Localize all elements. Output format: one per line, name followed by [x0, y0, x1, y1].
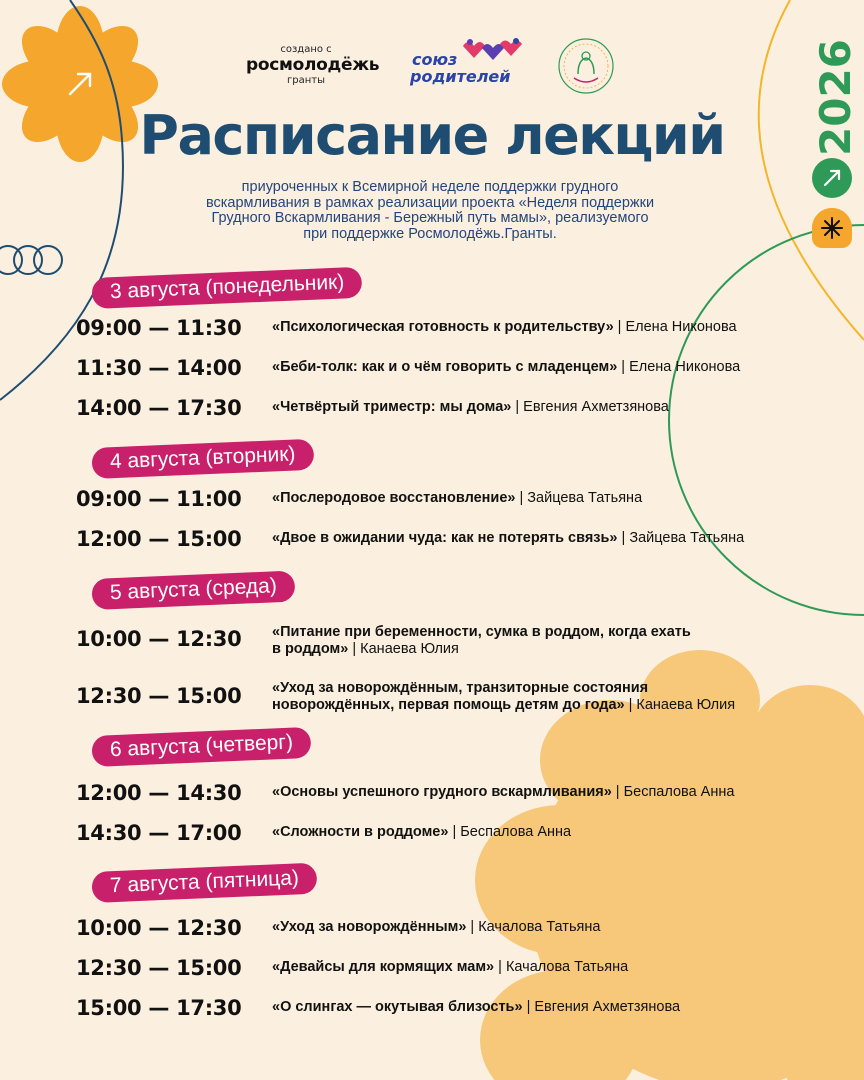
- lecture-time: 14:00 — 17:30: [76, 396, 242, 420]
- rings-icon: [0, 246, 62, 274]
- lecture-speaker: Евгения Ахметзянова: [523, 399, 669, 415]
- lecture-title: «Питание при беременности, сумка в роддом, когда ехать: [272, 624, 691, 640]
- lecture-title: «Уход за новорождённым, транзиторные состояния: [272, 680, 649, 696]
- lecture-speaker: Беспалова Анна: [623, 784, 735, 800]
- lecture-speaker: Беспалова Анна: [460, 824, 572, 840]
- lecture-title: в роддом»: [272, 641, 349, 657]
- lecture-title: «Основы успешного грудного вскармливания»: [272, 784, 612, 800]
- lecture-info: «Уход за новорождённым, транзиторные состояния новорождённых, первая помощь детям до года» | Канаева Юлия: [272, 680, 736, 713]
- lecture-time: 12:00 — 14:30: [76, 781, 242, 805]
- day-header-aug-3: 3 августа (понедельник): [91, 267, 363, 309]
- breastfeeding-week-emblem-icon: [556, 36, 616, 96]
- lecture-speaker: Качалова Татьяна: [478, 919, 601, 935]
- asterisk-badge-icon: [812, 208, 852, 248]
- souz-roditelei-logo: [410, 38, 530, 90]
- lecture-title: «Сложности в роддоме»: [272, 824, 449, 840]
- lecture-speaker: Елена Никонова: [625, 319, 737, 335]
- rosmolodezh-sub-label: гранты: [287, 75, 325, 86]
- page-title: Расписание лекций: [139, 104, 725, 167]
- lecture-info: «Четвёртый триместр: мы дома» | Евгения Ахметзянова: [272, 399, 669, 415]
- lecture-title: «Беби-толк: как и о чём говорить с младенцем»: [272, 359, 618, 375]
- lecture-time: 09:00 — 11:30: [76, 316, 242, 340]
- hearts-icon: [458, 38, 528, 62]
- lecture-title: «Девайсы для кормящих мам»: [272, 959, 495, 975]
- day-header-aug-7: 7 августа (пятница): [91, 863, 317, 903]
- lecture-info: «Девайсы для кормящих мам» | Качалова Татьяна: [272, 959, 629, 975]
- subtitle-line: при поддержке Росмолодёжь.Гранты.: [303, 225, 557, 242]
- lecture-info: «Сложности в роддоме» | Беспалова Анна: [272, 824, 572, 840]
- lecture-info: «Основы успешного грудного вскармливания» | Беспалова Анна: [272, 784, 735, 800]
- rosmolodezh-logo: [246, 44, 380, 86]
- roditelei-word: родителей: [410, 67, 511, 86]
- lecture-time: 15:00 — 17:30: [76, 996, 242, 1020]
- rosmolodezh-name: росмолодёжь: [246, 55, 380, 75]
- lecture-info: «Двое в ожидании чуда: как не потерять связь» | Зайцева Татьяна: [272, 530, 745, 546]
- lecture-time: 10:00 — 12:30: [76, 916, 242, 940]
- lecture-title: «Уход за новорождённым»: [272, 919, 467, 935]
- year-text: 2026: [811, 39, 860, 156]
- lecture-info: «Послеродовое восстановление» | Зайцева Татьяна: [272, 490, 643, 506]
- lecture-info: «Питание при беременности, сумка в роддом, когда ехать в роддом» | Канаева Юлия: [272, 624, 691, 657]
- day-header-aug-6: 6 августа (четверг): [91, 727, 311, 767]
- lecture-time: 10:00 — 12:30: [76, 627, 242, 651]
- souz-word: союз: [412, 50, 458, 69]
- lecture-speaker: Канаева Юлия: [636, 697, 736, 713]
- lecture-time: 12:00 — 15:00: [76, 527, 242, 551]
- lecture-title: «Послеродовое восстановление»: [272, 490, 516, 506]
- lecture-title: «Психологическая готовность к родительству»: [272, 319, 614, 335]
- subtitle-line: Грудного Вскармливания - Бережный путь мамы», реализуемого: [211, 210, 649, 226]
- green-ring: [669, 225, 864, 615]
- day-header-aug-5: 5 августа (среда): [91, 571, 295, 610]
- lecture-info: «Уход за новорождённым» | Качалова Татьяна: [272, 919, 601, 935]
- lecture-info: «Беби-толк: как и о чём говорить с младенцем» | Елена Никонова: [272, 359, 741, 375]
- lecture-info: «О слингах — окутывая близость» | Евгения Ахметзянова: [272, 999, 681, 1015]
- lecture-info: «Психологическая готовность к родительству» | Елена Никонова: [272, 319, 737, 335]
- lecture-speaker: Евгения Ахметзянова: [534, 999, 681, 1015]
- lecture-title: новорождённых, первая помощь детям до года»: [272, 697, 625, 713]
- lecture-time: 11:30 — 14:00: [76, 356, 242, 380]
- lecture-time: 14:30 — 17:00: [76, 821, 242, 845]
- lecture-speaker: Елена Никонова: [629, 359, 741, 375]
- rosmolodezh-top-label: создано с: [280, 44, 332, 55]
- lecture-speaker: Зайцева Татьяна: [527, 490, 643, 506]
- lecture-time: 12:30 — 15:00: [76, 684, 242, 708]
- lecture-time: 09:00 — 11:00: [76, 487, 242, 511]
- lecture-title: «Двое в ожидании чуда: как не потерять связь»: [272, 530, 618, 546]
- lecture-speaker: Качалова Татьяна: [505, 959, 629, 975]
- lecture-title: «Четвёртый триместр: мы дома»: [272, 399, 512, 415]
- subtitle-line: вскармливания в рамках реализации проекта «Неделя поддержки: [205, 194, 655, 211]
- subtitle-line: приуроченных к Всемирной неделе поддержки грудного: [241, 179, 619, 195]
- lecture-speaker: Зайцева Татьяна: [629, 530, 745, 546]
- lecture-time: 12:30 — 15:00: [76, 956, 242, 980]
- lecture-speaker: Канаева Юлия: [360, 641, 459, 657]
- day-header-aug-4: 4 августа (вторник): [91, 439, 314, 479]
- page-subtitle: [150, 180, 710, 242]
- lecture-title: «О слингах — окутывая близость»: [272, 999, 523, 1015]
